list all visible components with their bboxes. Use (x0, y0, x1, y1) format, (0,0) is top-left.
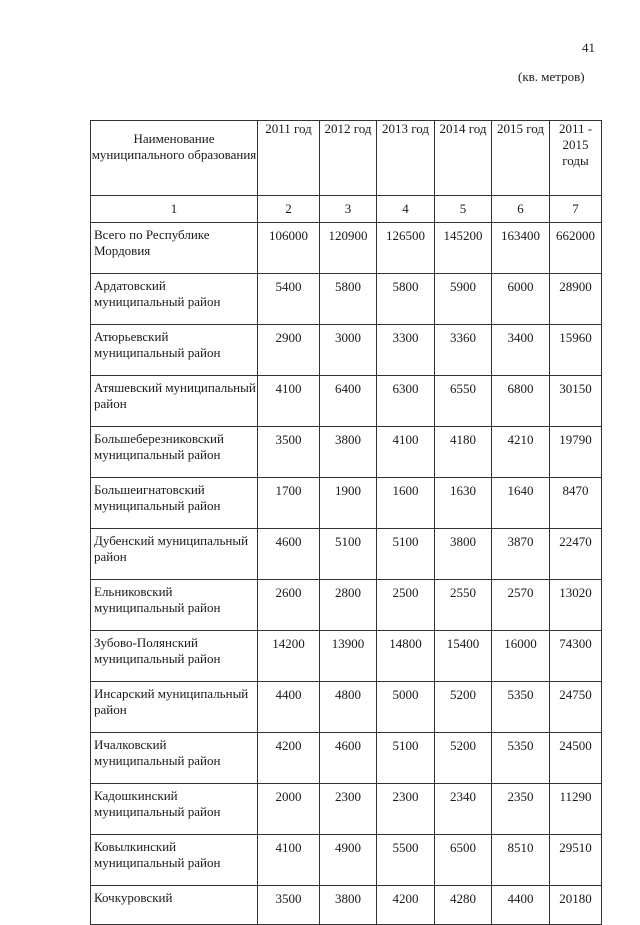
table-row (91, 325, 602, 376)
year-cell-2011: 2000 (258, 784, 320, 835)
year-cell-2014: 3800 (435, 529, 492, 580)
year-cell-2013: 5800 (377, 274, 435, 325)
year-cell-2015: 16000 (492, 631, 550, 682)
year-cell-2012: 1900 (320, 478, 377, 529)
municipality-name: Ардатовский муниципальный район (91, 274, 258, 325)
table-row (91, 682, 602, 733)
municipality-name: Всего по Республике Мордовия (91, 223, 258, 274)
total-cell: 74300 (550, 631, 602, 682)
year-cell-2015: 4210 (492, 427, 550, 478)
housing-table (90, 120, 602, 925)
year-cell-2013: 2300 (377, 784, 435, 835)
page-number: 41 (582, 40, 595, 55)
header-2015: 2015 год (492, 121, 550, 196)
total-cell: 20180 (550, 886, 602, 925)
table-row (91, 784, 602, 835)
table-row (91, 631, 602, 682)
municipality-name: Атяшевский муниципальный район (91, 376, 258, 427)
year-cell-2014: 6500 (435, 835, 492, 886)
year-cell-2015: 6800 (492, 376, 550, 427)
column-number: 6 (492, 196, 550, 223)
table-row (91, 376, 602, 427)
year-cell-2012: 2800 (320, 580, 377, 631)
year-cell-2012: 120900 (320, 223, 377, 274)
year-cell-2014: 4280 (435, 886, 492, 925)
header-name: Наименование муниципального образования (91, 121, 258, 196)
total-cell: 13020 (550, 580, 602, 631)
year-cell-2015: 5350 (492, 682, 550, 733)
year-cell-2015: 2570 (492, 580, 550, 631)
total-cell: 24500 (550, 733, 602, 784)
year-cell-2015: 8510 (492, 835, 550, 886)
year-cell-2013: 5000 (377, 682, 435, 733)
total-cell: 19790 (550, 427, 602, 478)
year-cell-2013: 5100 (377, 733, 435, 784)
year-cell-2013: 3300 (377, 325, 435, 376)
header-2013: 2013 год (377, 121, 435, 196)
year-cell-2013: 2500 (377, 580, 435, 631)
year-cell-2012: 6400 (320, 376, 377, 427)
year-cell-2012: 5800 (320, 274, 377, 325)
municipality-name: Большеигнатовский муниципальный район (91, 478, 258, 529)
total-cell: 22470 (550, 529, 602, 580)
column-number: 5 (435, 196, 492, 223)
year-cell-2015: 3870 (492, 529, 550, 580)
header-2014: 2014 год (435, 121, 492, 196)
year-cell-2013: 5500 (377, 835, 435, 886)
total-cell: 28900 (550, 274, 602, 325)
column-number: 2 (258, 196, 320, 223)
year-cell-2015: 163400 (492, 223, 550, 274)
municipality-name: Кадошкинский муниципальный район (91, 784, 258, 835)
year-cell-2014: 1630 (435, 478, 492, 529)
year-cell-2011: 4200 (258, 733, 320, 784)
year-cell-2013: 4100 (377, 427, 435, 478)
municipality-name: Ковылкинский муниципальный район (91, 835, 258, 886)
municipality-name: Кочкуровский (91, 886, 258, 925)
year-cell-2011: 2600 (258, 580, 320, 631)
year-cell-2013: 6300 (377, 376, 435, 427)
year-cell-2011: 2900 (258, 325, 320, 376)
year-cell-2015: 1640 (492, 478, 550, 529)
municipality-name: Ельниковский муниципальный район (91, 580, 258, 631)
total-cell: 30150 (550, 376, 602, 427)
year-cell-2014: 15400 (435, 631, 492, 682)
municipality-name: Атюрьевский муниципальный район (91, 325, 258, 376)
total-cell: 662000 (550, 223, 602, 274)
year-cell-2014: 4180 (435, 427, 492, 478)
year-cell-2013: 126500 (377, 223, 435, 274)
column-number: 4 (377, 196, 435, 223)
year-cell-2013: 4200 (377, 886, 435, 925)
column-number: 1 (91, 196, 258, 223)
table-row (91, 733, 602, 784)
year-cell-2015: 6000 (492, 274, 550, 325)
year-cell-2011: 4400 (258, 682, 320, 733)
year-cell-2012: 5100 (320, 529, 377, 580)
year-cell-2012: 13900 (320, 631, 377, 682)
table-row (91, 580, 602, 631)
municipality-name: Инсарский муниципальный район (91, 682, 258, 733)
year-cell-2011: 1700 (258, 478, 320, 529)
year-cell-2014: 2340 (435, 784, 492, 835)
year-cell-2011: 14200 (258, 631, 320, 682)
year-cell-2013: 14800 (377, 631, 435, 682)
year-cell-2014: 145200 (435, 223, 492, 274)
header-total: 2011 - 2015 годы (550, 121, 602, 196)
year-cell-2013: 5100 (377, 529, 435, 580)
column-number-row (91, 196, 602, 223)
year-cell-2015: 3400 (492, 325, 550, 376)
year-cell-2011: 5400 (258, 274, 320, 325)
year-cell-2011: 4100 (258, 835, 320, 886)
header-2012: 2012 год (320, 121, 377, 196)
year-cell-2011: 4600 (258, 529, 320, 580)
table-row (91, 223, 602, 274)
table-row (91, 886, 602, 925)
year-cell-2012: 4900 (320, 835, 377, 886)
column-number: 3 (320, 196, 377, 223)
total-cell: 24750 (550, 682, 602, 733)
total-cell: 29510 (550, 835, 602, 886)
year-cell-2015: 5350 (492, 733, 550, 784)
header-2011: 2011 год (258, 121, 320, 196)
table-row (91, 835, 602, 886)
year-cell-2011: 106000 (258, 223, 320, 274)
units-label: (кв. метров) (518, 69, 585, 84)
table-row (91, 427, 602, 478)
municipality-name: Большеберезниковский муниципальный район (91, 427, 258, 478)
year-cell-2014: 6550 (435, 376, 492, 427)
year-cell-2013: 1600 (377, 478, 435, 529)
table-body (91, 223, 602, 925)
table-row (91, 478, 602, 529)
year-cell-2012: 3000 (320, 325, 377, 376)
column-number: 7 (550, 196, 602, 223)
year-cell-2012: 4800 (320, 682, 377, 733)
year-cell-2011: 4100 (258, 376, 320, 427)
header-row (91, 121, 602, 196)
year-cell-2012: 2300 (320, 784, 377, 835)
year-cell-2014: 3360 (435, 325, 492, 376)
year-cell-2012: 4600 (320, 733, 377, 784)
municipality-name: Зубово-Полянский муниципальный район (91, 631, 258, 682)
year-cell-2014: 5900 (435, 274, 492, 325)
total-cell: 15960 (550, 325, 602, 376)
year-cell-2012: 3800 (320, 427, 377, 478)
municipality-name: Ичалковский муниципальный район (91, 733, 258, 784)
year-cell-2012: 3800 (320, 886, 377, 925)
year-cell-2014: 2550 (435, 580, 492, 631)
year-cell-2014: 5200 (435, 682, 492, 733)
year-cell-2011: 3500 (258, 427, 320, 478)
table-row (91, 274, 602, 325)
year-cell-2015: 2350 (492, 784, 550, 835)
table-row (91, 529, 602, 580)
municipality-name: Дубенский муниципальный район (91, 529, 258, 580)
total-cell: 8470 (550, 478, 602, 529)
total-cell: 11290 (550, 784, 602, 835)
year-cell-2014: 5200 (435, 733, 492, 784)
year-cell-2015: 4400 (492, 886, 550, 925)
year-cell-2011: 3500 (258, 886, 320, 925)
